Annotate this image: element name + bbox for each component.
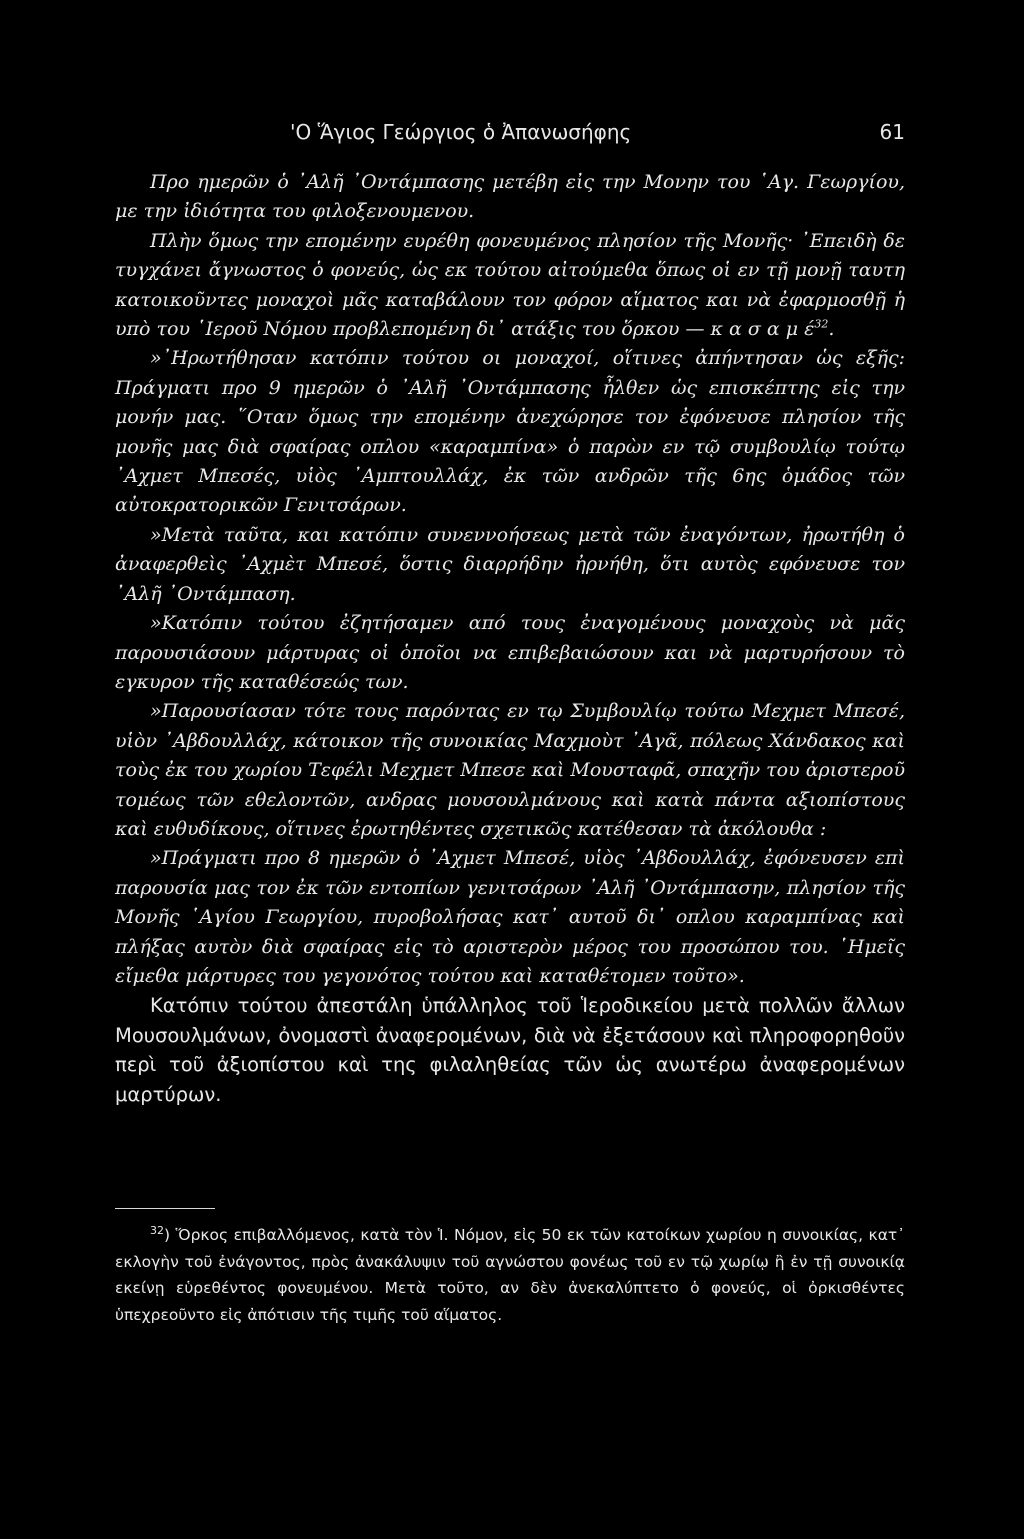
- footnote-marker: 32: [150, 1223, 164, 1237]
- header-title: 'Ο Ἅγιος Γεώργιος ὁ Ἀπανωσήφης: [290, 120, 632, 144]
- body-text: [115, 168, 905, 1109]
- footnote: [115, 1222, 905, 1328]
- footnote-text: $^{32}$) Ὅρκος επιβαλλόμενος, κατὰ τὸν Ἱ. Νόμον, εἰς 50 εκ τῶν κατοίκων χωρίου η συνοικίας, κατ᾿ εκλογὴν τοῦ ἐνάγοντος, πρὸς ἀνακάλυψιν τοῦ αγνώστου φονέως τοῦ εν τῷ χωρίῳ ἢ ἐν τῇ συνοικίᾳ εκείνῃ εὑρεθέντος φονευμένου. Μετὰ τοῦτο, αν δὲν ἀνεκαλύπτετο ὁ φονεύς, οἱ ὀρκισθέντες ὑπεχρεοῦντο εἰς ἀπότισιν τῆς τιμῆς τοῦ αἵματος.: [115, 1223, 905, 1324]
- paragraph: »᾿Ηρωτήθησαν κατόπιν τούτου οι μοναχοί, οἵτινες ἀπήντησαν ὡς εξῆς: Πράγματι προ 9 ημερῶν ὁ ᾿Αλῆ ᾿Οντάμπασης ἦλθεν ὡς επισκέπτης εἰς την μονήν μας. ῞Οταν ὅμως την επομένην ἀνεχώρησε τον ἐφόνευσε πλησίον τῆς μονῆς μας διὰ σφαίρας οπλου «καραμπίνα» ὁ παρὼν εν τῷ συμβουλίῳ τούτῳ ᾿Αχμετ Μπεσές, υἱὸς ᾿Αμπτουλλάχ, ἐκ τῶν ανδρῶν τῆς 6ης ὁμάδος τῶν αὐτοκρατορικῶν Γενιτσάρων.: [115, 347, 905, 517]
- paragraph: »Παρουσίασαν τότε τους παρόντας εν τῳ Συμβουλίῳ τούτω Μεχμετ Μπεσέ, υἱὸν ᾿Αβδουλλάχ, κάτοικον τῆς συνοικίας Μαχμοὺτ ᾿Αγᾶ, πόλεως Χάνδακος καὶ τοὺς ἐκ του χωρίου Τεφέλι Μεχμετ Μπεσε καὶ Μουσταφᾶ, σπαχῆν του ἀριστεροῦ τομέως τῶν εθελοντῶν, ανδρας μουσουλμάνους καὶ κατὰ πάντα αξιοπίστους καὶ ευθυδίκους, οἵτινες ἐρωτηθέντες σχετικῶς κατέθεσαν τὰ ἀκόλουθα :: [115, 700, 905, 840]
- footnote-ref[interactable]: 32: [814, 317, 829, 331]
- paragraph: »Μετὰ ταῦτα, και κατόπιν συνεννοήσεως μετὰ τῶν ἐναγόντων, ἠρωτήθη ὁ ἀναφερθεὶς ᾿Αχμὲτ Μπεσέ, ὅστις διαρρήδην ἠρνήθη, ὅτι αυτὸς εφόνευσε τον ᾿Αλῆ ᾿Οντάμπαση.: [115, 523, 905, 605]
- paragraph: Πλὴν ὅμως την επομένην ευρέθη φονευμένος πλησίον τῆς Μονῆς· ᾿Επειδὴ δε τυγχάνει ἄγνωστος ὁ φονεύς, ὡς εκ τούτου αἰτούμεθα ὅπως οἱ εν τῇ μονῇ ταυτη κατοικοῦντες μοναχοὶ μᾶς καταβάλουν τον φόρον αἵματος και νὰ ἐφαρμοσθῇ ἡ υπὸ του ῾Ιεροῦ Νόμου προβλεπομένη δι᾿ ατάξις του ὅρκου — κ α σ α μ $έ^{32}$.: [115, 229, 905, 341]
- page-number: 61: [879, 120, 905, 144]
- paragraph: »Κατόπιν τούτου ἐζητήσαμεν από τους ἐναγομένους μοναχοὺς νὰ μᾶς παρουσιάσουν μάρτυρας οἱ ὁποῖοι να επιβεβαιώσουν και νὰ μαρτυρήσουν τὸ εγκυρον τῆς καταθέσεώς των.: [115, 612, 905, 693]
- paragraph: Κατόπιν τούτου ἀπεστάλη ὑπάλληλος τοῦ Ἱεροδικείου μετὰ πολλῶν ἄλλων Μουσουλμάνων, ὀνομαστὶ ἀναφερομένων, διὰ νὰ ἐξετάσουν καὶ πληροφορηθοῦν περὶ τοῦ ἀξιοπίστου καὶ της φιλαληθείας τῶν ὡς ανωτέρω ἀναφερομένων μαρτύρων.: [115, 994, 905, 1106]
- footnote-separator: [115, 1208, 215, 1209]
- paragraph: »Πράγματι προ 8 ημερῶν ὁ ᾿Αχμετ Μπεσέ, υἱὸς ᾿Αβδουλλάχ, ἐφόνευσεν επὶ παρουσία μας τον ἐκ τῶν εντοπίων γενιτσάρων ᾿Αλῆ ᾿Οντάμπασην, πλησίον τῆς Μονῆς ῾Αγίου Γεωργίου, πυροβολήσας κατ᾿ αυτοῦ δι᾿ οπλου καραμπίνας καὶ πλήξας αυτὸν διὰ σφαίρας εἰς τὸ αριστερὸν μέρος του προσώπου του. ῾Ημεῖς εἴμεθα μάρτυρες του γεγονότος τούτου καὶ καταθέτομεν τοῦτο».: [115, 847, 905, 987]
- paragraph: Προ ημερῶν ὁ ᾿Αλῆ ᾿Οντάμπασης μετέβη εἰς την Μονην του ῾Αγ. Γεωργίου, με την ἰδιότητα του φιλοξενουμενου.: [115, 171, 905, 223]
